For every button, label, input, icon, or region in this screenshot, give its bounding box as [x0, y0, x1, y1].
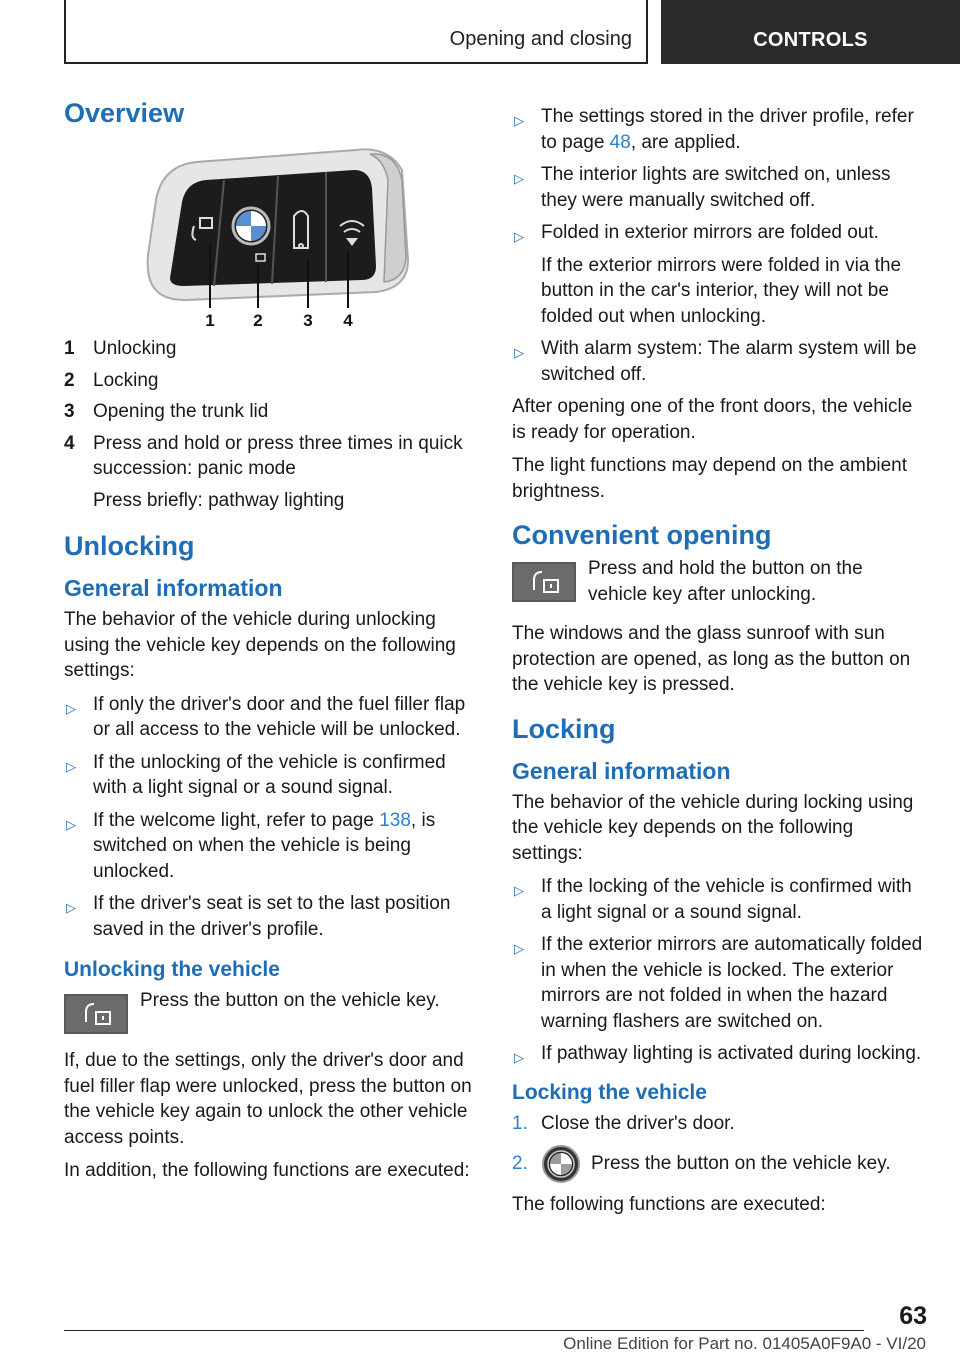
unlock-functions-list [512, 104, 924, 387]
locking-general-information-text: The behavior of the vehicle during locking using the vehicle key depends on the following settings: [512, 791, 914, 864]
footer-divider [64, 1330, 864, 1331]
list-item: ▷ With alarm system: The alarm system will be switched off. [514, 338, 917, 385]
locking-heading: Locking [512, 713, 616, 744]
header-chapter-tab[interactable] [661, 0, 960, 64]
convenient-opening-heading: Convenient opening [512, 520, 772, 550]
list-item: ▷ Folded in exterior mirrors are folded out. If the exterior mirrors were folded in via the button in the car's interior, they will not be folded out when unlocking. [514, 222, 902, 327]
legend-item: 1 Unlocking [64, 338, 177, 359]
key-legend [64, 336, 476, 513]
triangle-bullet-icon: ▷ [514, 345, 524, 360]
overview-heading: Overview [64, 98, 185, 128]
footer-edition: Online Edition for Part no. 01405A0F9A0 - VI/20 [563, 1334, 926, 1353]
windows-sunroof-text: The windows and the glass sunroof with sun protection are opened, as long as the button on the vehicle key is pressed. [512, 623, 911, 695]
bmw-logo-icon [233, 208, 269, 244]
unlocking-vehicle-heading: Unlocking the vehicle [64, 958, 280, 981]
page-link-48[interactable]: 48 [609, 131, 631, 153]
page-number: 63 [899, 1302, 927, 1330]
list-item: ▷ If pathway lighting is activated during locking. [512, 1041, 924, 1067]
following-functions-text: The following functions are executed: [512, 1194, 826, 1215]
step-item: 2. Press the button on the vehicle key. [512, 1144, 924, 1184]
general-information-heading: General information [64, 575, 283, 601]
vehicle-key-illustration [126, 140, 412, 330]
triangle-bullet-icon: ▷ [514, 229, 524, 244]
legend-item: 2 Locking [64, 369, 159, 391]
callout-2: 2 [253, 311, 263, 330]
unlock-again-text: If, due to the settings, only the driver's door and fuel filler flap were unlocked, press the button on the vehicle key again to unlock the other vehicle access points. [64, 1050, 472, 1148]
triangle-bullet-icon: ▷ [514, 171, 524, 186]
list-item: ▷ If only the driver's door and the fuel filler flap or all access to the vehicle will be unlocked. [66, 693, 466, 740]
general-information-text: The behavior of the vehicle during unlocking using the vehicle key depends on the following settings: [64, 609, 456, 681]
list-item: ▷ The interior lights are switched on, unless they were manually switched off. [514, 164, 891, 211]
header-section-title: Opening and closing [449, 28, 632, 50]
convenient-opening-text: Press and hold the button on the vehicle key after unlocking. [588, 558, 863, 605]
triangle-bullet-icon: ▷ [514, 1050, 524, 1065]
unlock-instruction [64, 988, 476, 1034]
legend-item: 4 Press and hold or press three times in quick succession: panic mode Press briefly: pathway lighting [64, 432, 463, 511]
list-item: ▷ If the exterior mirrors are automatically folded in when the vehicle is locked. The exterior mirrors are not folded in when the hazard warning flashers are switched on. [514, 934, 923, 1032]
convenient-opening-instruction [512, 556, 924, 607]
ready-for-operation-text: After opening one of the front doors, the vehicle is ready for operation. [512, 396, 913, 443]
right-column [512, 104, 924, 1226]
triangle-bullet-icon: ▷ [514, 883, 524, 898]
unlocking-settings-list [64, 692, 476, 943]
header-chapter-label: CONTROLS [753, 29, 868, 51]
callout-3: 3 [303, 311, 313, 330]
list-item: ▷ If the driver's seat is set to the last position saved in the driver's profile. [66, 893, 451, 940]
step-item: 1. Close the driver's door. [512, 1112, 735, 1134]
callout-1: 1 [205, 311, 215, 330]
triangle-bullet-icon: ▷ [66, 758, 76, 774]
page-link-138[interactable]: 138 [379, 809, 411, 831]
bmw-lock-button-icon [541, 1144, 581, 1184]
callout-4: 4 [343, 311, 353, 330]
locking-settings-list [512, 874, 924, 1067]
triangle-bullet-icon: ▷ [514, 113, 524, 128]
triangle-bullet-icon: ▷ [514, 941, 524, 956]
locking-steps [512, 1111, 924, 1185]
left-column [64, 96, 476, 1192]
additional-functions-text: In addition, the following functions are executed: [64, 1160, 470, 1181]
legend-item: 3 Opening the trunk lid [64, 401, 269, 422]
triangle-bullet-icon: ▷ [66, 700, 76, 716]
unlock-instruction-text: Press the button on the vehicle key. [140, 990, 440, 1011]
general-information-heading: General information [512, 757, 731, 784]
header-frame [64, 0, 648, 64]
triangle-bullet-icon: ▷ [66, 816, 76, 832]
list-item: ▷ If the welcome light, refer to page 138, is switched on when the vehicle is being unlocked. [66, 809, 436, 882]
unlock-button-icon [64, 994, 128, 1034]
locking-vehicle-heading: Locking the vehicle [512, 1080, 707, 1104]
unlock-button-icon [512, 562, 576, 602]
light-functions-text: The light functions may depend on the ambient brightness. [512, 455, 908, 502]
triangle-bullet-icon: ▷ [66, 900, 76, 915]
list-item: ▷ The settings stored in the driver profile, refer to page 48, are applied. [514, 106, 914, 153]
list-item: ▷ If the locking of the vehicle is confirmed with a light signal or a sound signal. [514, 876, 912, 923]
unlocking-heading: Unlocking [64, 531, 195, 561]
list-item: ▷ If the unlocking of the vehicle is confirmed with a light signal or a sound signal. [66, 751, 446, 798]
